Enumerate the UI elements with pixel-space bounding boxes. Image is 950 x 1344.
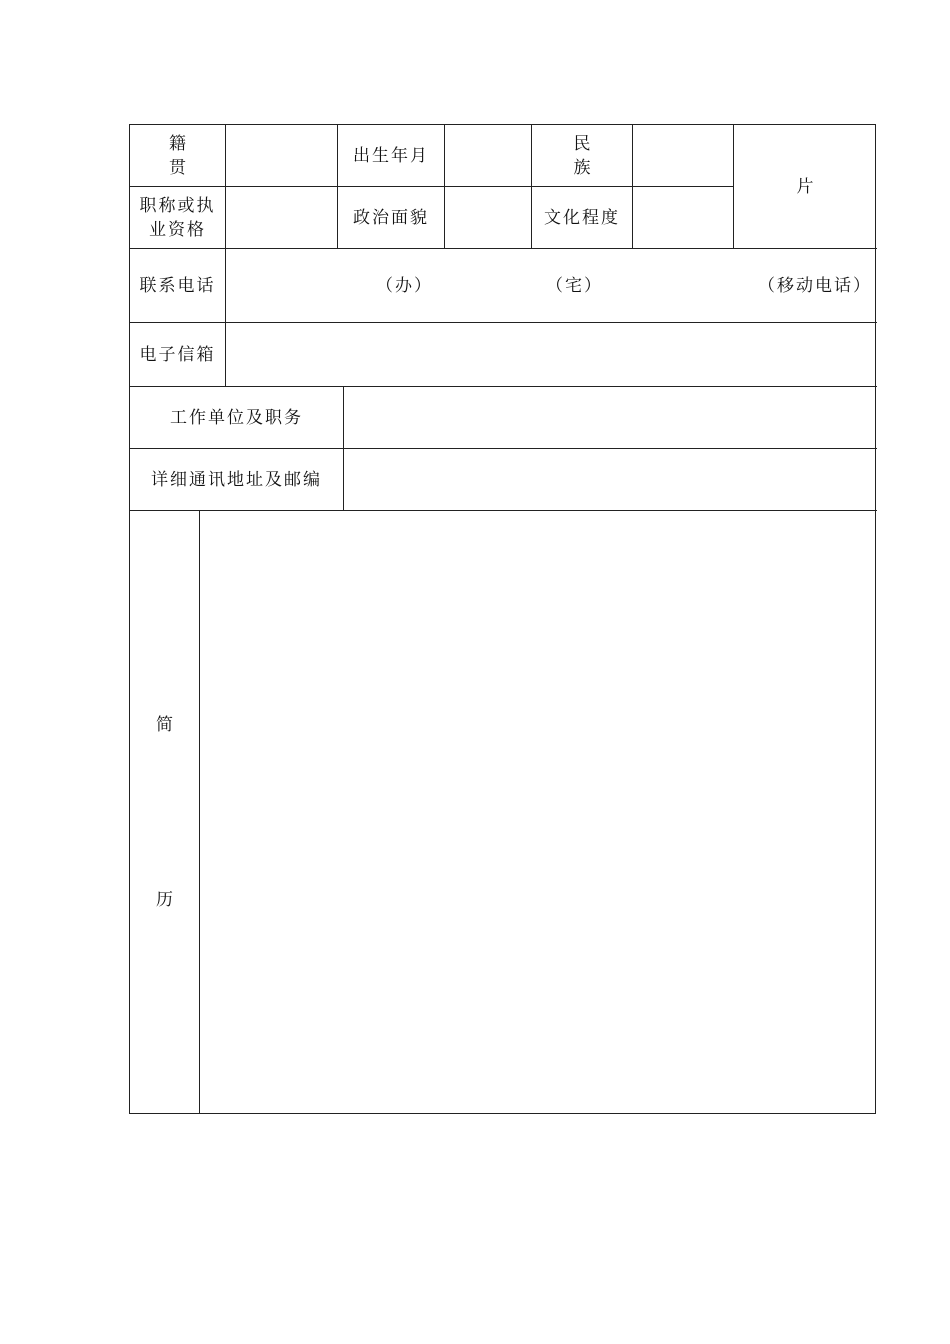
native-place-label: 籍贯 xyxy=(169,133,212,178)
address-label: 详细通讯地址及邮编 xyxy=(151,469,322,490)
phone-field[interactable] xyxy=(226,249,877,322)
education-field[interactable] xyxy=(633,187,733,248)
work-unit-label: 工作单位及职务 xyxy=(170,407,303,428)
resume-field[interactable] xyxy=(200,511,877,1113)
education-label: 文化程度 xyxy=(544,207,620,228)
work-unit-field[interactable] xyxy=(344,387,877,448)
phone-label: 联系电话 xyxy=(139,275,216,296)
ethnicity-label: 民族 xyxy=(573,133,617,178)
photo-label: 片 xyxy=(796,176,814,197)
ethnicity-field[interactable] xyxy=(633,125,733,186)
title-qualification-field[interactable] xyxy=(226,187,337,248)
email-label: 电子信箱 xyxy=(139,344,216,365)
office-phone-label: （办） xyxy=(376,275,433,296)
resume-label-bottom: 历 xyxy=(156,890,173,910)
birth-date-label: 出生年月 xyxy=(353,145,429,166)
title-qualification-label-cell xyxy=(130,187,225,248)
birth-date-field[interactable] xyxy=(445,125,531,186)
email-field[interactable] xyxy=(226,323,877,386)
political-status-label: 政治面貌 xyxy=(353,207,429,228)
address-field[interactable] xyxy=(344,449,877,510)
photo-box[interactable] xyxy=(734,125,876,248)
registration-form xyxy=(129,124,876,1114)
home-phone-label: （宅） xyxy=(546,275,603,296)
resume-label-top: 简 xyxy=(156,715,173,735)
native-place-field[interactable] xyxy=(226,125,337,186)
title-qualification-label: 职称或执业资格 xyxy=(139,195,216,240)
political-status-field[interactable] xyxy=(445,187,531,248)
mobile-phone-label: （移动电话） xyxy=(758,275,872,296)
